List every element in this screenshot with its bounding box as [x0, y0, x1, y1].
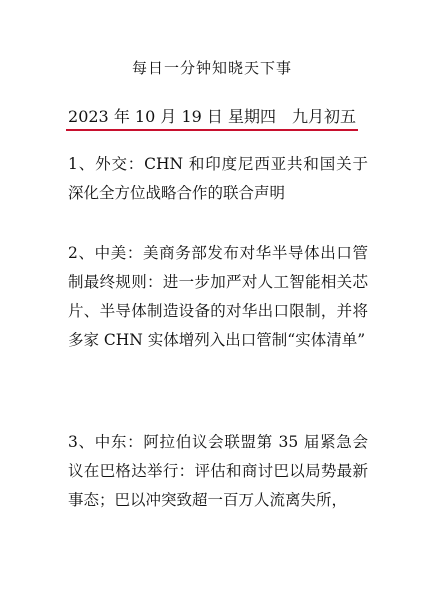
news-item-text: CHN 和印度尼西亚共和国关于深化全方位战略合作的联合声明 [68, 155, 368, 202]
news-item-number: 3、 [68, 433, 95, 451]
news-item-topic: 中东： [94, 433, 144, 451]
news-item-1 [68, 150, 368, 208]
news-item-text: 阿拉伯议会联盟第 35 届紧急会议在巴格达举行：评估和商讨巴以局势最新事态；巴以冲突致超一百万人流离失所， [68, 433, 368, 509]
news-item-number: 1、 [68, 155, 96, 173]
news-item-3 [68, 428, 368, 515]
news-item-number: 2、 [68, 244, 95, 262]
news-item-topic: 外交： [95, 155, 145, 173]
date-text: 2023 年 10 月 19 日 星期四 九月初五 [66, 106, 358, 131]
news-item-text: 美商务部发布对华半导体出口管制最终规则：进一步加严对人工智能相关芯片、半导体制造设备的对华出口限制，并将多家 CHN 实体增列入出口管制“实体清单” [68, 244, 368, 349]
news-item-topic: 中美： [94, 244, 143, 262]
page-title: 每日一分钟知晓天下事 [131, 59, 292, 77]
date-line [0, 106, 424, 131]
news-item-2 [68, 239, 368, 355]
